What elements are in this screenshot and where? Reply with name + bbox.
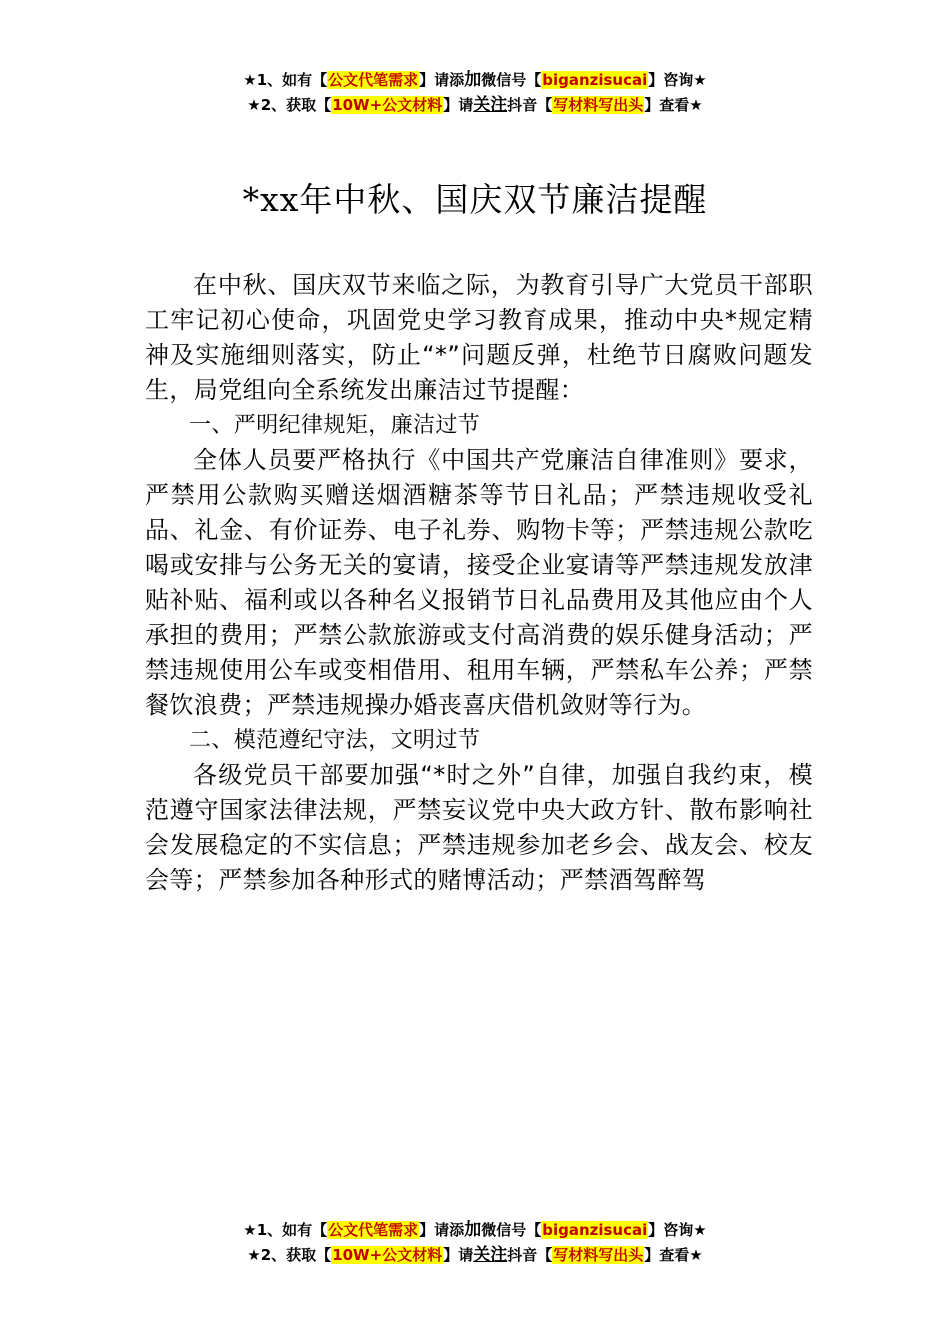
section-2-paragraph: 各级党员干部要加强“*时之外”自律，加强自我约束，模范遵守国家法律法规，严禁妄议党中央大政方针、散布影响社会发展稳定的不实信息；严禁违规参加老乡会、战友会、校友会等；严禁参加各种形式的赌博活动；严禁酒驾醉驾: [145, 761, 813, 894]
document-title: *xx年中秋、国庆双节廉洁提醒: [242, 180, 708, 219]
banner-highlight-materials: 10W+公文材料: [332, 1246, 443, 1264]
intro-paragraph: 在中秋、国庆双节来临之际，为教育引导广大党员干部职工牢记初心使命，巩固党史学习教育成果，推动中央*规定精神及实施细则落实，防止“*”问题反弹，杜绝节日腐败问题发生，局党组向全系统发出廉洁过节提醒：: [145, 271, 813, 404]
banner-highlight-douyin: 写材料写出头: [553, 1246, 644, 1264]
banner-highlight-materials: 10W+公文材料: [332, 96, 443, 114]
banner-highlight-service: 公文代笔需求: [328, 71, 419, 89]
banner-highlight-wechat-id: biganzisucai: [542, 1221, 648, 1239]
banner-highlight-wechat-id: biganzisucai: [542, 71, 648, 89]
banner-line-1: ★1、如有【公文代笔需求】请添加微信号【biganzisucai】咨询★: [243, 1220, 707, 1240]
banner-highlight-service: 公文代笔需求: [328, 1221, 419, 1239]
bottom-banner: [0, 1218, 950, 1268]
banner-line-1: ★1、如有【公文代笔需求】请添加微信号【biganzisucai】咨询★: [243, 70, 707, 90]
section-heading-2: 二、模范遵纪守法，文明过节: [189, 728, 481, 753]
section-1-paragraph: 全体人员要严格执行《中国共产党廉洁自律准则》要求，严禁用公款购买赠送烟酒糖茶等节日礼品；严禁违规收受礼品、礼金、有价证券、电子礼券、购物卡等；严禁违规公款吃喝或安排与公务无关的宴请，接受企业宴请等严禁违规发放津贴补贴、福利或以各种名义报销节日礼品费用及其他应由个人承担的费用；严禁公款旅游或支付高消费的娱乐健身活动；严禁违规使用公车或变相借用、租用车辆，严禁私车公养；严禁餐饮浪费；严禁违规操办婚丧喜庆借机敛财等行为。: [145, 446, 813, 719]
document-body: [145, 268, 813, 898]
banner-highlight-douyin: 写材料写出头: [553, 96, 644, 114]
section-heading-1: 一、严明纪律规矩，廉洁过节: [189, 413, 481, 438]
banner-line-2: ★2、获取【10W+公文材料】请关注抖音【写材料写出头】查看★: [247, 1245, 703, 1265]
banner-line-2: ★2、获取【10W+公文材料】请关注抖音【写材料写出头】查看★: [247, 95, 703, 115]
top-banner: [0, 68, 950, 118]
